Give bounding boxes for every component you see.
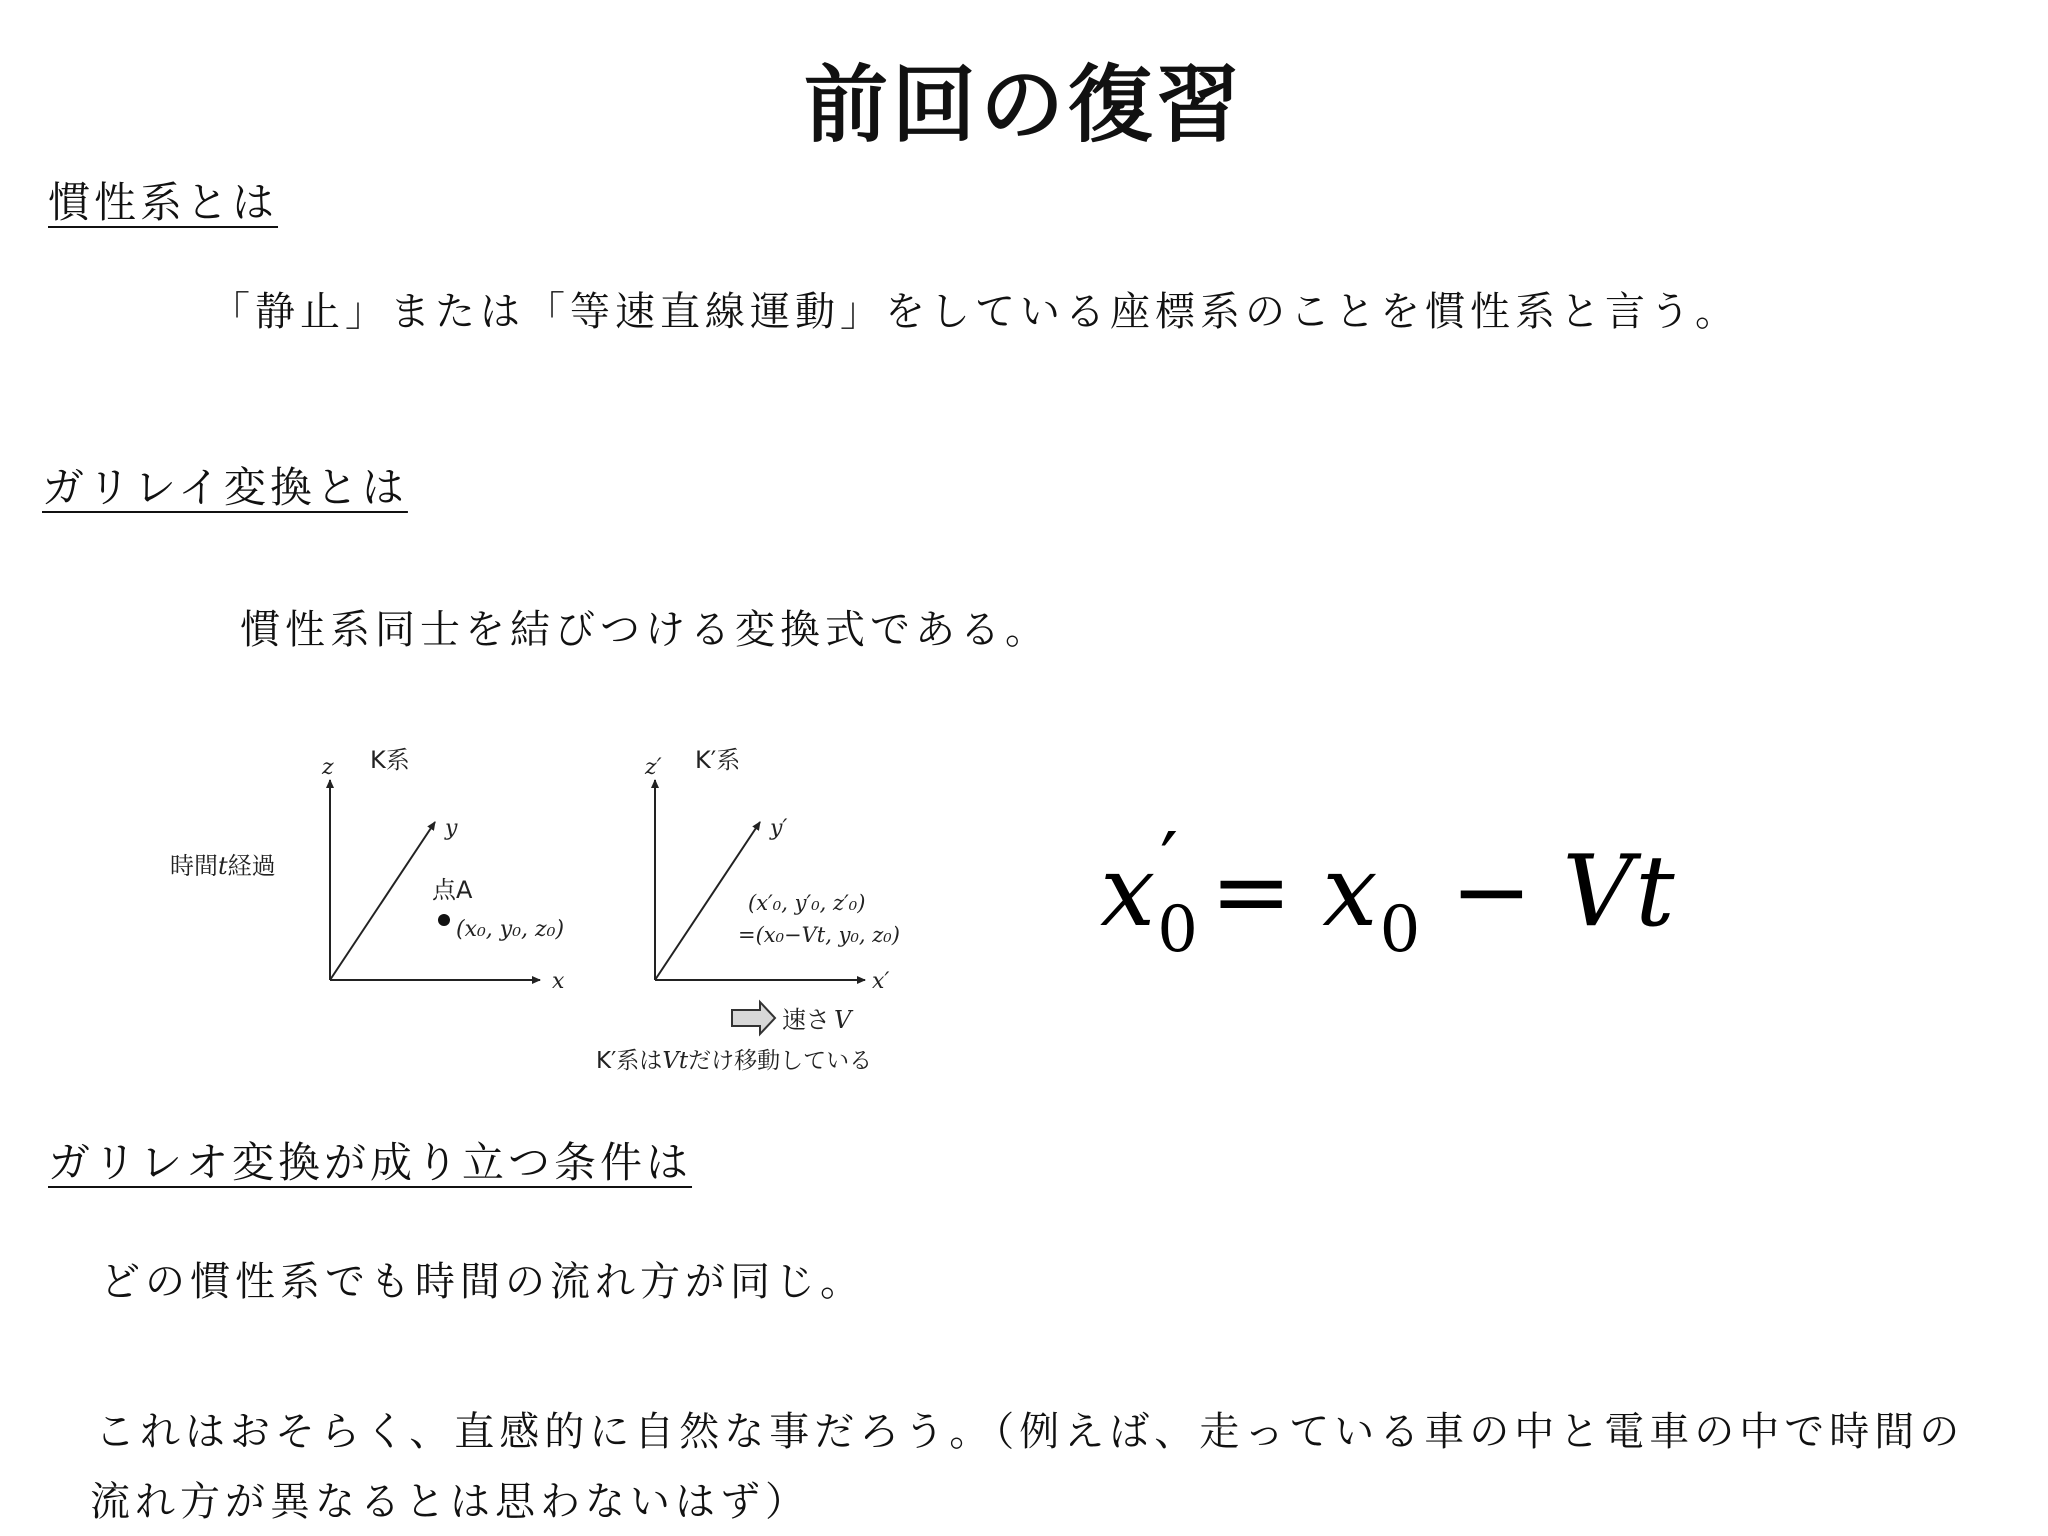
speed-arrow xyxy=(732,1002,775,1034)
kprime-caption: K′系はVtだけ移動している xyxy=(596,1048,873,1074)
kprime-z-label: z′ xyxy=(645,755,662,780)
k-x-label: x xyxy=(552,969,565,994)
kprime-x-label: x′ xyxy=(872,969,890,994)
note-line-1: これはおそらく、直感的に自然な事だろう。（例えば、走っている車の中と電車の中で時間の xyxy=(95,1409,1965,1455)
kprime-y-label: y′ xyxy=(770,816,788,841)
frames-diagram xyxy=(160,730,960,1080)
formula-term: Vt xyxy=(1562,835,1677,949)
formula-equals: = xyxy=(1210,835,1295,949)
kprime-coords-line2: =(x₀−Vt, y₀, z₀) xyxy=(738,923,900,947)
formula-rhs-var: x xyxy=(1322,835,1380,949)
formula-minus: − xyxy=(1450,835,1535,949)
point-a-label: 点A xyxy=(432,876,473,904)
k-z-label: z xyxy=(322,755,334,780)
k-y-label: y xyxy=(445,816,458,841)
speed-label: 速さ V xyxy=(782,1006,852,1034)
kprime-y-axis xyxy=(655,822,760,980)
formula-lhs-var: x xyxy=(1100,835,1158,949)
formula-rhs-sub: 0 xyxy=(1379,893,1423,967)
galilean-formula xyxy=(1100,815,1677,967)
k-frame-title: K系 xyxy=(370,746,410,774)
k-y-axis xyxy=(330,822,435,980)
time-label: 時間t経過 xyxy=(170,852,276,880)
kprime-coords-line1: (x′₀, y′₀, z′₀) xyxy=(748,891,866,915)
galilean-condition-text: どの慣性系でも時間の流れ方が同じ。 xyxy=(100,1259,865,1305)
formula-prime: ′ xyxy=(1160,815,1181,908)
inertial-frame-definition: 「静止」または「等速直線運動」をしている座標系のことを慣性系と言う。 xyxy=(210,289,1740,335)
point-a-marker xyxy=(438,914,450,926)
heading-galilean-transform: ガリレイ変換とは xyxy=(42,463,408,512)
galilean-transform-definition: 慣性系同士を結びつける変換式である。 xyxy=(240,607,1050,653)
heading-inertial-frame: 慣性系とは xyxy=(48,178,279,227)
point-a-coords: (x₀, y₀, z₀) xyxy=(456,917,565,942)
heading-galilean-condition: ガリレオ変換が成り立つ条件は xyxy=(48,1138,693,1187)
note-line-2: 流れ方が異なるとは思わないはず） xyxy=(90,1479,810,1525)
page-title: 前回の復習 xyxy=(803,55,1244,154)
formula-lhs-sub: 0 xyxy=(1157,893,1200,967)
kprime-frame-title: K′系 xyxy=(695,746,741,774)
